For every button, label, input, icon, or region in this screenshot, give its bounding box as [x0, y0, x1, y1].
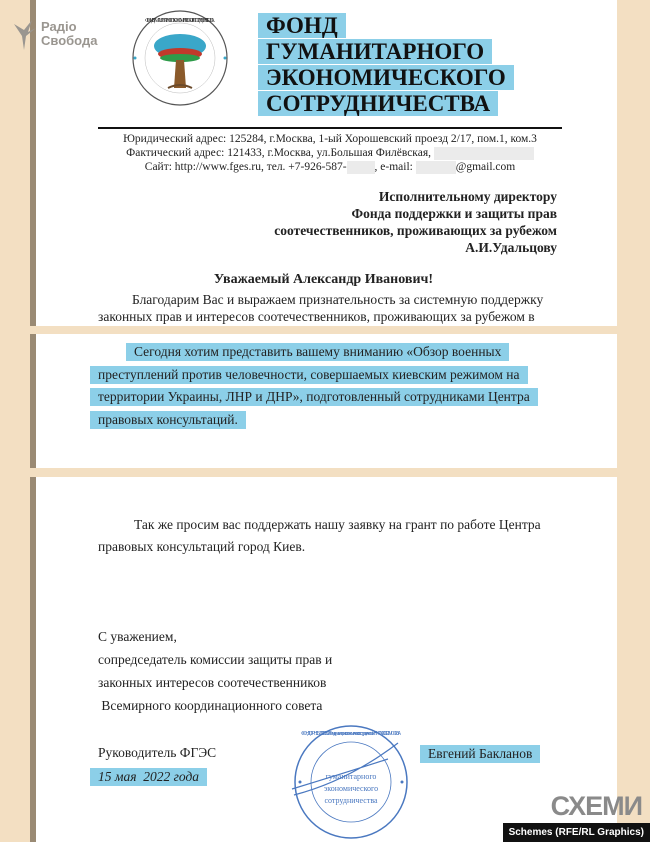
paragraph-2-line: территории Украины, ЛНР и ДНР», подготовленный сотрудниками Центра [90, 388, 538, 406]
org-title-line: СОТРУДНИЧЕСТВА [258, 91, 498, 116]
contacts-line [95, 160, 565, 174]
org-title-line: ЭКОНОМИЧЕСКОГО [258, 65, 514, 90]
site-phone: Сайт: http://www.fges.ru, тел. +7-926-587- [144, 161, 347, 173]
closing-line: С уважением, [98, 629, 177, 644]
paragraph-2-line: преступлений против человечности, совершаемых киевским режимом на [90, 366, 528, 384]
actual-address: Фактический адрес: 121433, г.Москва, ул.Большая Филёвская, [126, 147, 431, 159]
signer-role: Руководитель ФГЭС [98, 745, 217, 760]
actual-address-line [95, 146, 565, 160]
paragraph-3-line: правовых консультаций город Киев. [98, 539, 306, 554]
letterhead-divider [98, 127, 562, 129]
redacted-block [416, 161, 456, 174]
brand-line-1: Радіо [41, 19, 77, 34]
paragraph-2-line: правовых консультаций. [90, 411, 246, 429]
closing-line: Всемирного координационного совета [98, 698, 323, 713]
foundation-seal-logo [130, 8, 230, 108]
signer-name: Евгений Бакланов [420, 745, 540, 763]
greeting: Уважаемый Александр Иванович! [213, 272, 434, 287]
image-credit: Schemes (RFE/RL Graphics) [503, 823, 650, 842]
email-label: , e-mail: [374, 161, 413, 173]
recipient-line: соотечественников, проживающих за рубежом [274, 223, 557, 238]
letter-page-middle [30, 334, 617, 468]
email-domain: @gmail.com [455, 161, 516, 173]
svg-text:сотрудничества: сотрудничества [324, 796, 378, 805]
radio-svoboda-icon [12, 18, 38, 50]
org-title [258, 13, 514, 117]
svg-text:экономического: экономического [323, 784, 379, 793]
letter-date: 15 мая 2022 года [90, 768, 207, 786]
svg-text:гуманитарного: гуманитарного [325, 772, 377, 781]
schemes-logo: СХЕМИ [550, 791, 642, 821]
radio-svoboda-logo [12, 18, 97, 50]
org-title-line: ФОНД [258, 13, 346, 38]
redacted-block [347, 161, 375, 174]
official-stamp [288, 723, 414, 841]
org-title-line: ГУМАНИТАРНОГО [258, 39, 492, 64]
paragraph-1-line: Благодарим Вас и выражаем признательность за системную поддержку [132, 292, 544, 307]
paragraph-2-line: Сегодня хотим представить вашему вниманию «Обзор военных [126, 343, 509, 361]
recipient-line: Исполнительному директору [378, 189, 557, 204]
stamp-text: ФОНД ОГРН 1157700018629 Фонд гуманитарного экономического сотрудничества ИНН 7714363122 МОСКВА [301, 731, 401, 737]
paragraph-3-line: Так же просим вас поддержать нашу заявку на грант по работе Центра [134, 517, 541, 532]
paragraph-1-line: законных прав и интересов соотечественников, проживающих за рубежом в [98, 309, 535, 324]
seal-text: ФОНД ГУМАНИТАРНОГО ЭКОНОМИЧЕСКОГО СОТРУДНИЧЕСТВА [145, 18, 215, 24]
recipient-line: А.И.Удальцову [465, 240, 557, 255]
page-tear-gap [30, 326, 617, 334]
redacted-block [434, 147, 534, 160]
closing-line: сопредседатель комиссии защиты прав и [98, 652, 333, 667]
letter-page-top [30, 0, 617, 326]
recipient-line: Фонда поддержки и защиты прав [351, 206, 557, 221]
brand-line-2: Свобода [41, 33, 98, 48]
letter-page-bottom [30, 477, 617, 842]
legal-address: Юридический адрес: 125284, г.Москва, 1-ый Хорошевский проезд 2/17, пом.1, ком.3 [123, 133, 537, 145]
recipient-block [274, 188, 557, 256]
closing-line: законных интересов соотечественников [98, 675, 327, 690]
